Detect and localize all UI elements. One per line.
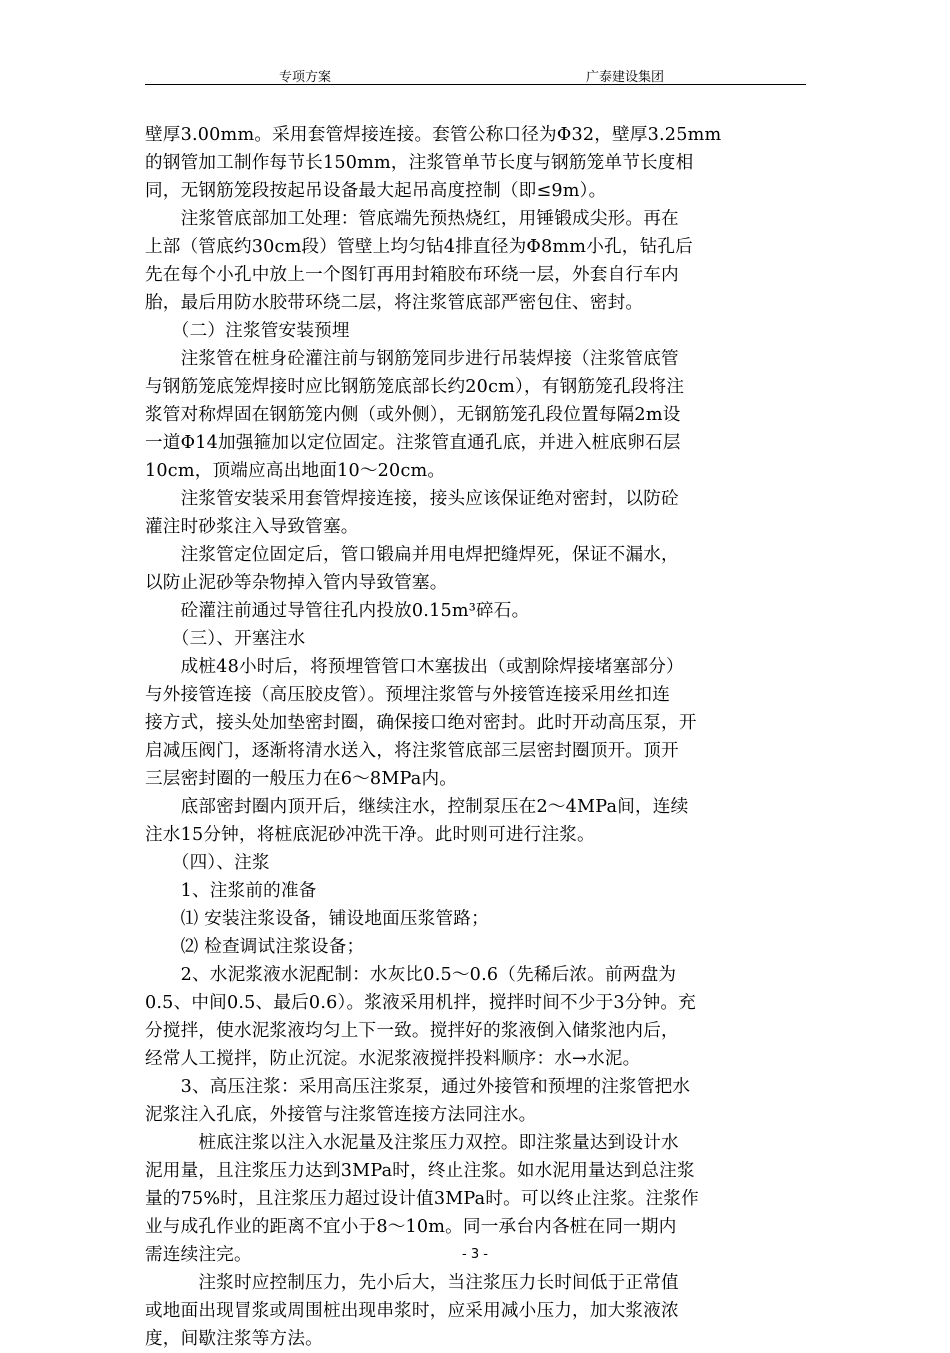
text-line: （四）、注浆 xyxy=(145,853,270,873)
text-line: 3、高压注浆：采用高压注浆泵，通过外接管和预埋的注浆管把水 xyxy=(145,1077,691,1097)
text-line: 注浆管定位固定后，管口锻扁并用电焊把缝焊死，保证不漏水， xyxy=(145,545,679,565)
body-text xyxy=(145,121,809,1353)
text-line: 0.5、中间0.5、最后0.6）。浆液采用机拌，搅拌时间不少于3分钟。充 xyxy=(145,993,696,1013)
header-company: 广泰建设集团 xyxy=(586,70,665,85)
text-line: 浆管对称焊固在钢筋笼内侧（或外侧），无钢筋笼孔段位置每隔2m设 xyxy=(145,405,681,425)
text-line: 量的75%时，且注浆压力超过设计值3MPa时。可以终止注浆。注浆作 xyxy=(145,1189,699,1209)
text-line: （二）注浆管安装预埋 xyxy=(145,321,350,341)
text-line: 注浆管安装采用套管焊接连接，接头应该保证绝对密封，以防砼 xyxy=(145,489,679,509)
header-rule xyxy=(145,84,806,85)
text-line: 注浆管在桩身砼灌注前与钢筋笼同步进行吊装焊接（注浆管底管 xyxy=(145,349,679,369)
text-line: 1、注浆前的准备 xyxy=(145,881,317,901)
text-line: ⑴ 安装注浆设备，铺设地面压浆管路； xyxy=(145,909,489,929)
text-line: 泥用量，且注浆压力达到3MPa时，终止注浆。如水泥用量达到总注浆 xyxy=(145,1161,695,1181)
text-line: 先在每个小孔中放上一个图钉再用封箱胶布环绕一层，外套自行车内 xyxy=(145,265,679,285)
header-doc-type: 专项方案 xyxy=(279,70,332,85)
text-line: 一道Φ14加强箍加以定位固定。注浆管直通孔底，并进入桩底卵石层 xyxy=(145,433,681,453)
text-line: 与钢筋笼底笼焊接时应比钢筋笼底部长约20cm），有钢筋笼孔段将注 xyxy=(145,377,685,397)
text-line: 启减压阀门，逐渐将清水送入，将注浆管底部三层密封圈顶开。顶开 xyxy=(145,741,679,761)
text-line: 上部（管底约30cm段）管壁上均匀钻4排直径为Φ8mm小孔，钻孔后 xyxy=(145,237,693,257)
text-line: 的钢管加工制作每节长150mm，注浆管单节长度与钢筋笼单节长度相 xyxy=(145,153,694,173)
text-line: 业与成孔作业的距离不宜小于8～10m。同一承台内各桩在同一期内 xyxy=(145,1217,677,1237)
text-line: 泥浆注入孔底，外接管与注浆管连接方法同注水。 xyxy=(145,1105,537,1125)
text-line: 灌注时砂浆注入导致管塞。 xyxy=(145,517,359,537)
text-line: 注浆管底部加工处理：管底端先预热烧红，用锤锻成尖形。再在 xyxy=(145,209,679,229)
text-line: 同，无钢筋笼段按起吊设备最大起吊高度控制（即≤9m）。 xyxy=(145,181,607,201)
text-line: 以防止泥砂等杂物掉入管内导致管塞。 xyxy=(145,573,448,593)
text-line: 2、水泥浆液水泥配制：水灰比0.5～0.6（先稀后浓。前两盘为 xyxy=(145,965,677,985)
text-line: 成桩48小时后，将预埋管管口木塞拔出（或割除焊接堵塞部分） xyxy=(145,657,684,677)
text-line: 注浆时应控制压力，先小后大，当注浆压力长时间低于正常值 xyxy=(145,1273,679,1293)
text-line: 经常人工搅拌，防止沉淀。水泥浆液搅拌投料顺序：水→水泥。 xyxy=(145,1049,641,1069)
text-line: 接方式，接头处加垫密封圈，确保接口绝对密封。此时开动高压泵，开 xyxy=(145,713,697,733)
text-line: 注水15分钟，将桩底泥砂冲洗干净。此时则可进行注浆。 xyxy=(145,825,595,845)
text-line: 10cm，顶端应高出地面10～20cm。 xyxy=(145,461,446,481)
text-line: 三层密封圈的一般压力在6～8MPa内。 xyxy=(145,769,458,789)
text-line: 桩底注浆以注入水泥量及注浆压力双控。即注浆量达到设计水 xyxy=(145,1133,679,1153)
text-line: 与外接管连接（高压胶皮管）。预埋注浆管与外接管连接采用丝扣连 xyxy=(145,685,671,705)
text-line: 胎，最后用防水胶带环绕二层，将注浆管底部严密包住、密封。 xyxy=(145,293,644,313)
text-line: ⑵ 检查调试注浆设备； xyxy=(145,937,365,957)
text-line: 需连续注完。 xyxy=(145,1245,252,1265)
text-line: 砼灌注前通过导管往孔内投放0.15m³碎石。 xyxy=(145,601,530,621)
text-line: （三）、开塞注水 xyxy=(145,629,306,649)
text-line: 底部密封圈内顶开后，继续注水，控制泵压在2～4MPa间，连续 xyxy=(145,797,689,817)
text-line: 壁厚3.00mm。采用套管焊接连接。套管公称口径为Φ32，壁厚3.25mm xyxy=(145,125,722,145)
page-header xyxy=(145,66,806,86)
text-line: 分搅拌，使水泥浆液均匀上下一致。搅拌好的浆液倒入储浆池内后， xyxy=(145,1021,679,1041)
page-number: - 3 - xyxy=(462,1247,488,1262)
text-line: 或地面出现冒浆或周围桩出现串浆时，应采用减小压力，加大浆液浓 xyxy=(145,1301,679,1321)
text-line: 度，间歇注浆等方法。 xyxy=(145,1329,323,1349)
